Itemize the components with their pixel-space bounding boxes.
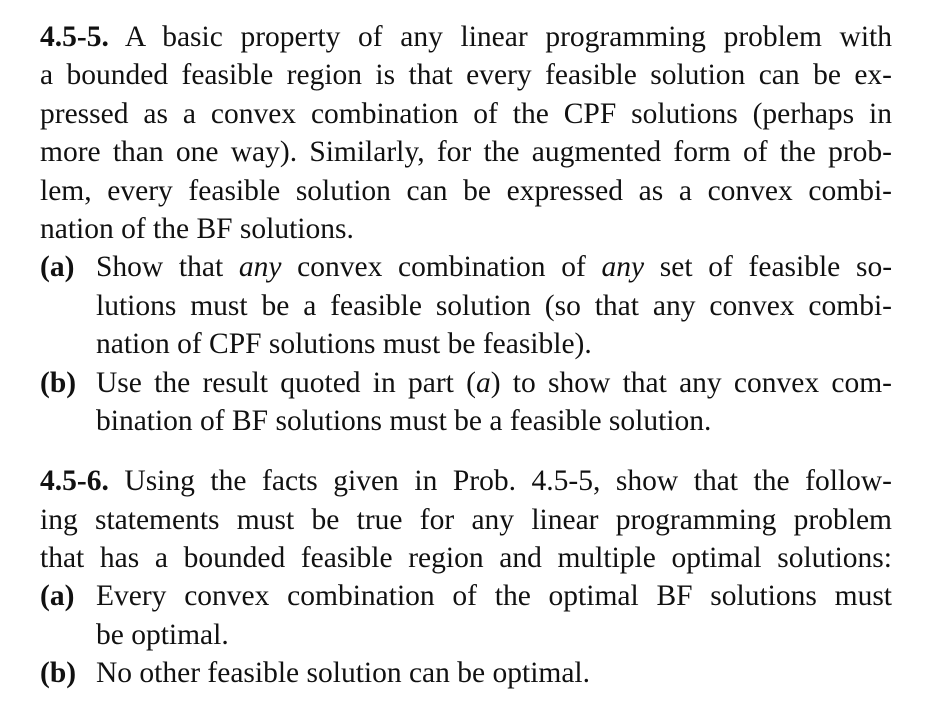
problem-number: 4.5-5. <box>40 21 109 53</box>
problem-line: that has a bounded feasible region and multiple optimal solutions: <box>40 542 892 575</box>
emphasis-text: a <box>475 366 491 399</box>
problem-line: pressed as a convex combination of the CPF solutions (perhaps in <box>40 97 892 130</box>
problem-line <box>40 18 892 56</box>
emphasis-text: any <box>238 251 282 284</box>
part-text: convex combination of <box>281 251 602 284</box>
part-label: (a) <box>40 580 75 613</box>
part-b-line: bination of BF solutions must be a feasible solution. <box>96 404 712 437</box>
problem-line: ing statements must be true for any linear programming problem <box>40 503 892 536</box>
part-a-line <box>40 577 892 615</box>
part-label: (a) <box>40 251 75 284</box>
part-label: (b) <box>40 657 77 690</box>
part-label: (b) <box>40 366 77 399</box>
problem-line <box>40 462 892 500</box>
problem-4-5-6 <box>40 462 892 692</box>
part-text: Show that <box>96 251 239 284</box>
part-text: set of feasible so- <box>644 251 893 284</box>
problem-4-5-5 <box>40 18 892 440</box>
problem-separator <box>40 440 892 462</box>
emphasis-text: any <box>601 251 645 284</box>
part-text: Use the result quoted in part ( <box>96 366 476 399</box>
problem-text: Using the facts given in Prob. 4.5-5, show that the follow- <box>124 465 892 498</box>
part-b-line <box>40 654 892 692</box>
part-text: Every convex combination of the optimal BF solutions must <box>96 580 892 613</box>
textbook-page <box>40 18 892 693</box>
part-b-line <box>40 364 892 402</box>
part-a-line: nation of CPF solutions must be feasible). <box>96 328 592 361</box>
problem-number: 4.5-6. <box>40 465 109 498</box>
part-a-line <box>40 248 893 286</box>
part-a-line: lutions must be a feasible solution (so that any convex combi- <box>96 289 892 322</box>
problem-line: a bounded feasible region is that every feasible solution can be ex- <box>40 59 892 92</box>
part-text: ) to show that any convex com- <box>490 366 892 399</box>
problem-line: nation of the BF solutions. <box>40 212 354 245</box>
problem-text: A basic property of any linear programming problem with <box>124 21 892 53</box>
part-text: No other feasible solution can be optimal. <box>96 657 590 690</box>
problem-line: more than one way). Similarly, for the augmented form of the prob- <box>40 136 892 169</box>
problem-line: lem, every feasible solution can be expressed as a convex combi- <box>40 174 892 207</box>
part-a-line: be optimal. <box>96 618 229 651</box>
